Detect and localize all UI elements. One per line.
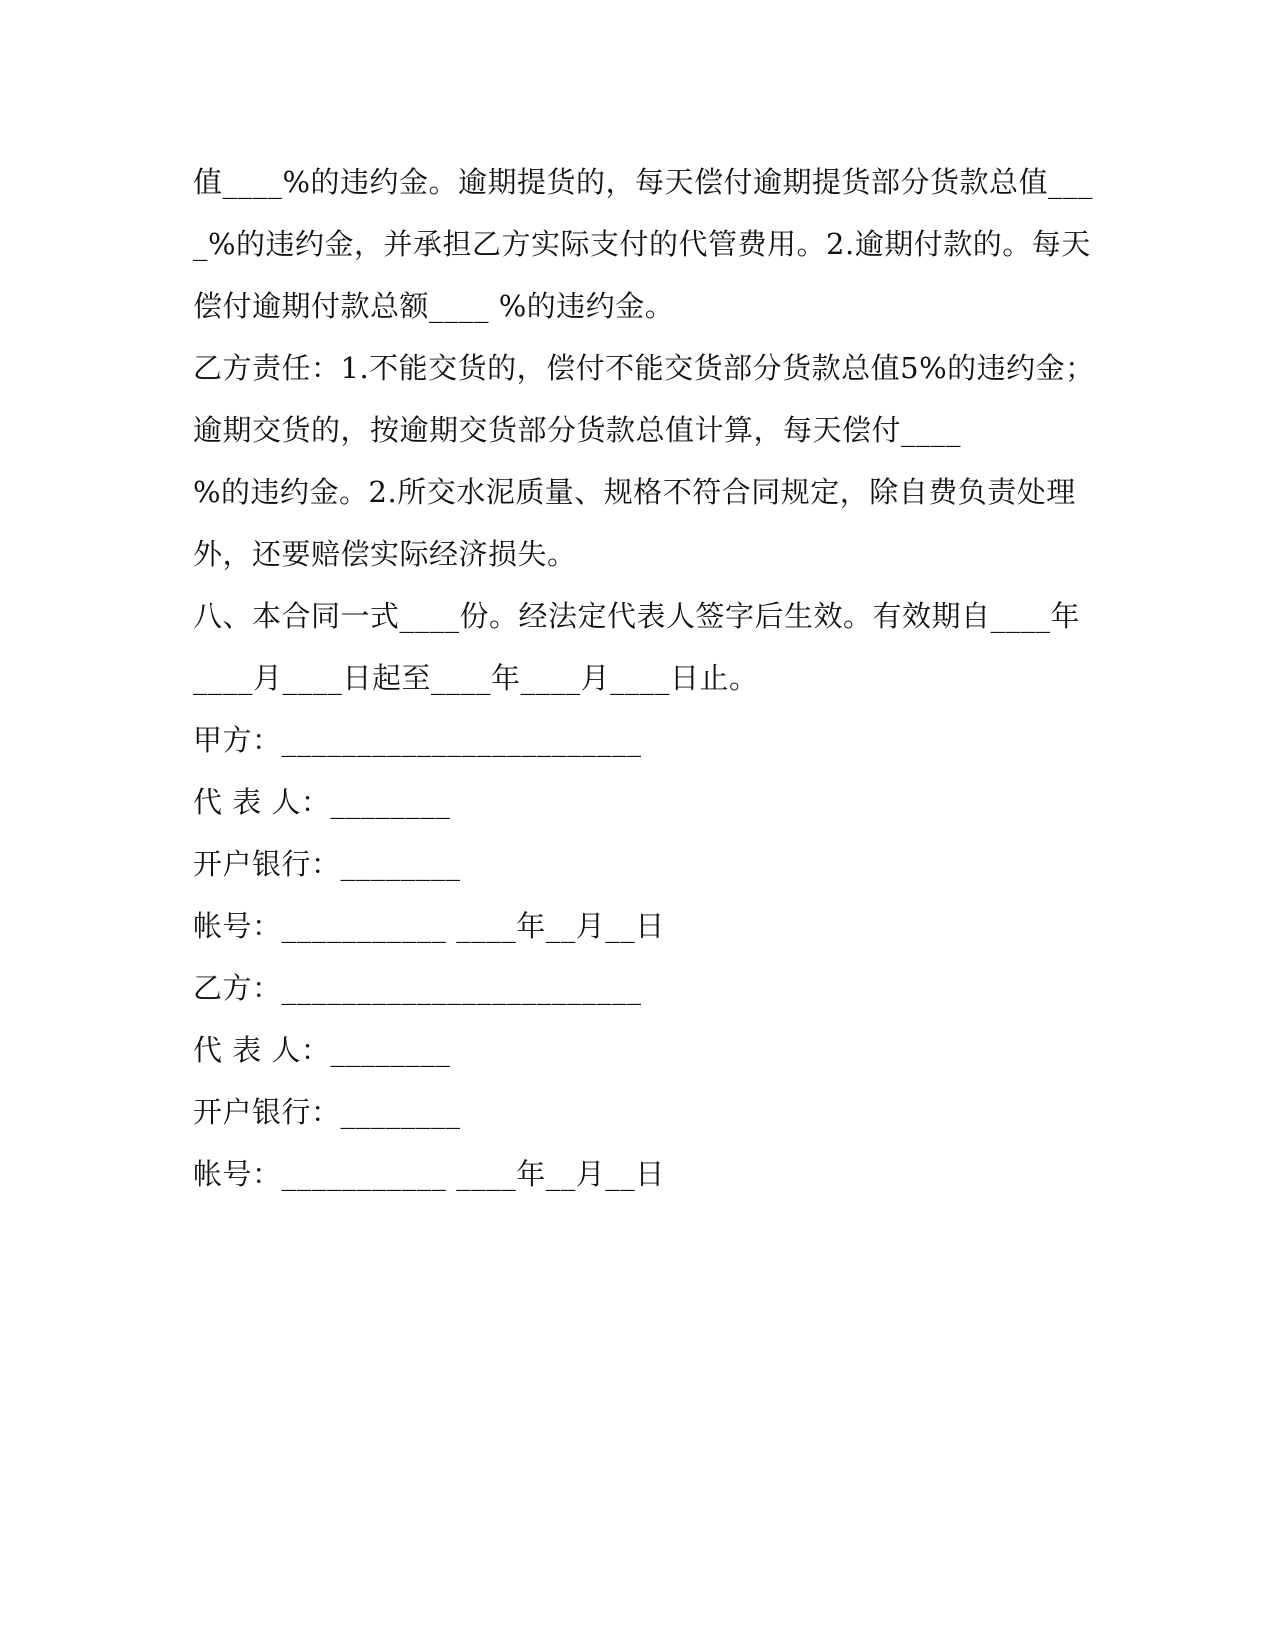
party-b-name-field: 乙方：________________________: [193, 971, 642, 1005]
contract-text-line: 外，还要赔偿实际经济损失。: [193, 537, 577, 571]
contract-text-line: 逾期交货的，按逾期交货部分货款总值计算，每天偿付____: [193, 413, 962, 447]
contract-text-line: 值____%的违约金。逾期提货的，每天偿付逾期提货部分货款总值___: [193, 165, 1094, 199]
validity-period-line: ____月____日起至____年____月____日止。: [193, 661, 759, 695]
party-b-bank-field: 开户银行：________: [193, 1095, 461, 1129]
contract-text-line: %的违约金。2.所交水泥质量、规格不符合同规定，除自费负责处理: [193, 475, 1076, 509]
contract-copies-clause: 八、本合同一式____份。经法定代表人签字后生效。有效期自____年: [193, 599, 1081, 633]
party-a-bank-field: 开户银行：________: [193, 847, 461, 881]
party-b-account-date-field: 帐号：___________ ____年__月__日: [193, 1157, 665, 1191]
contract-text-line: 偿付逾期付款总额____ %的违约金。: [193, 289, 675, 323]
party-a-name-field: 甲方：________________________: [193, 723, 642, 757]
party-a-representative-field: 代 表 人：________: [193, 785, 451, 819]
party-a-account-date-field: 帐号：___________ ____年__月__日: [193, 909, 665, 943]
seller-liability-line: 乙方责任：1.不能交货的，偿付不能交货部分货款总值5%的违约金；: [193, 351, 1095, 385]
contract-text-line: _%的违约金，并承担乙方实际支付的代管费用。2.逾期付款的。每天: [193, 227, 1091, 261]
party-b-representative-field: 代 表 人：________: [193, 1033, 451, 1067]
